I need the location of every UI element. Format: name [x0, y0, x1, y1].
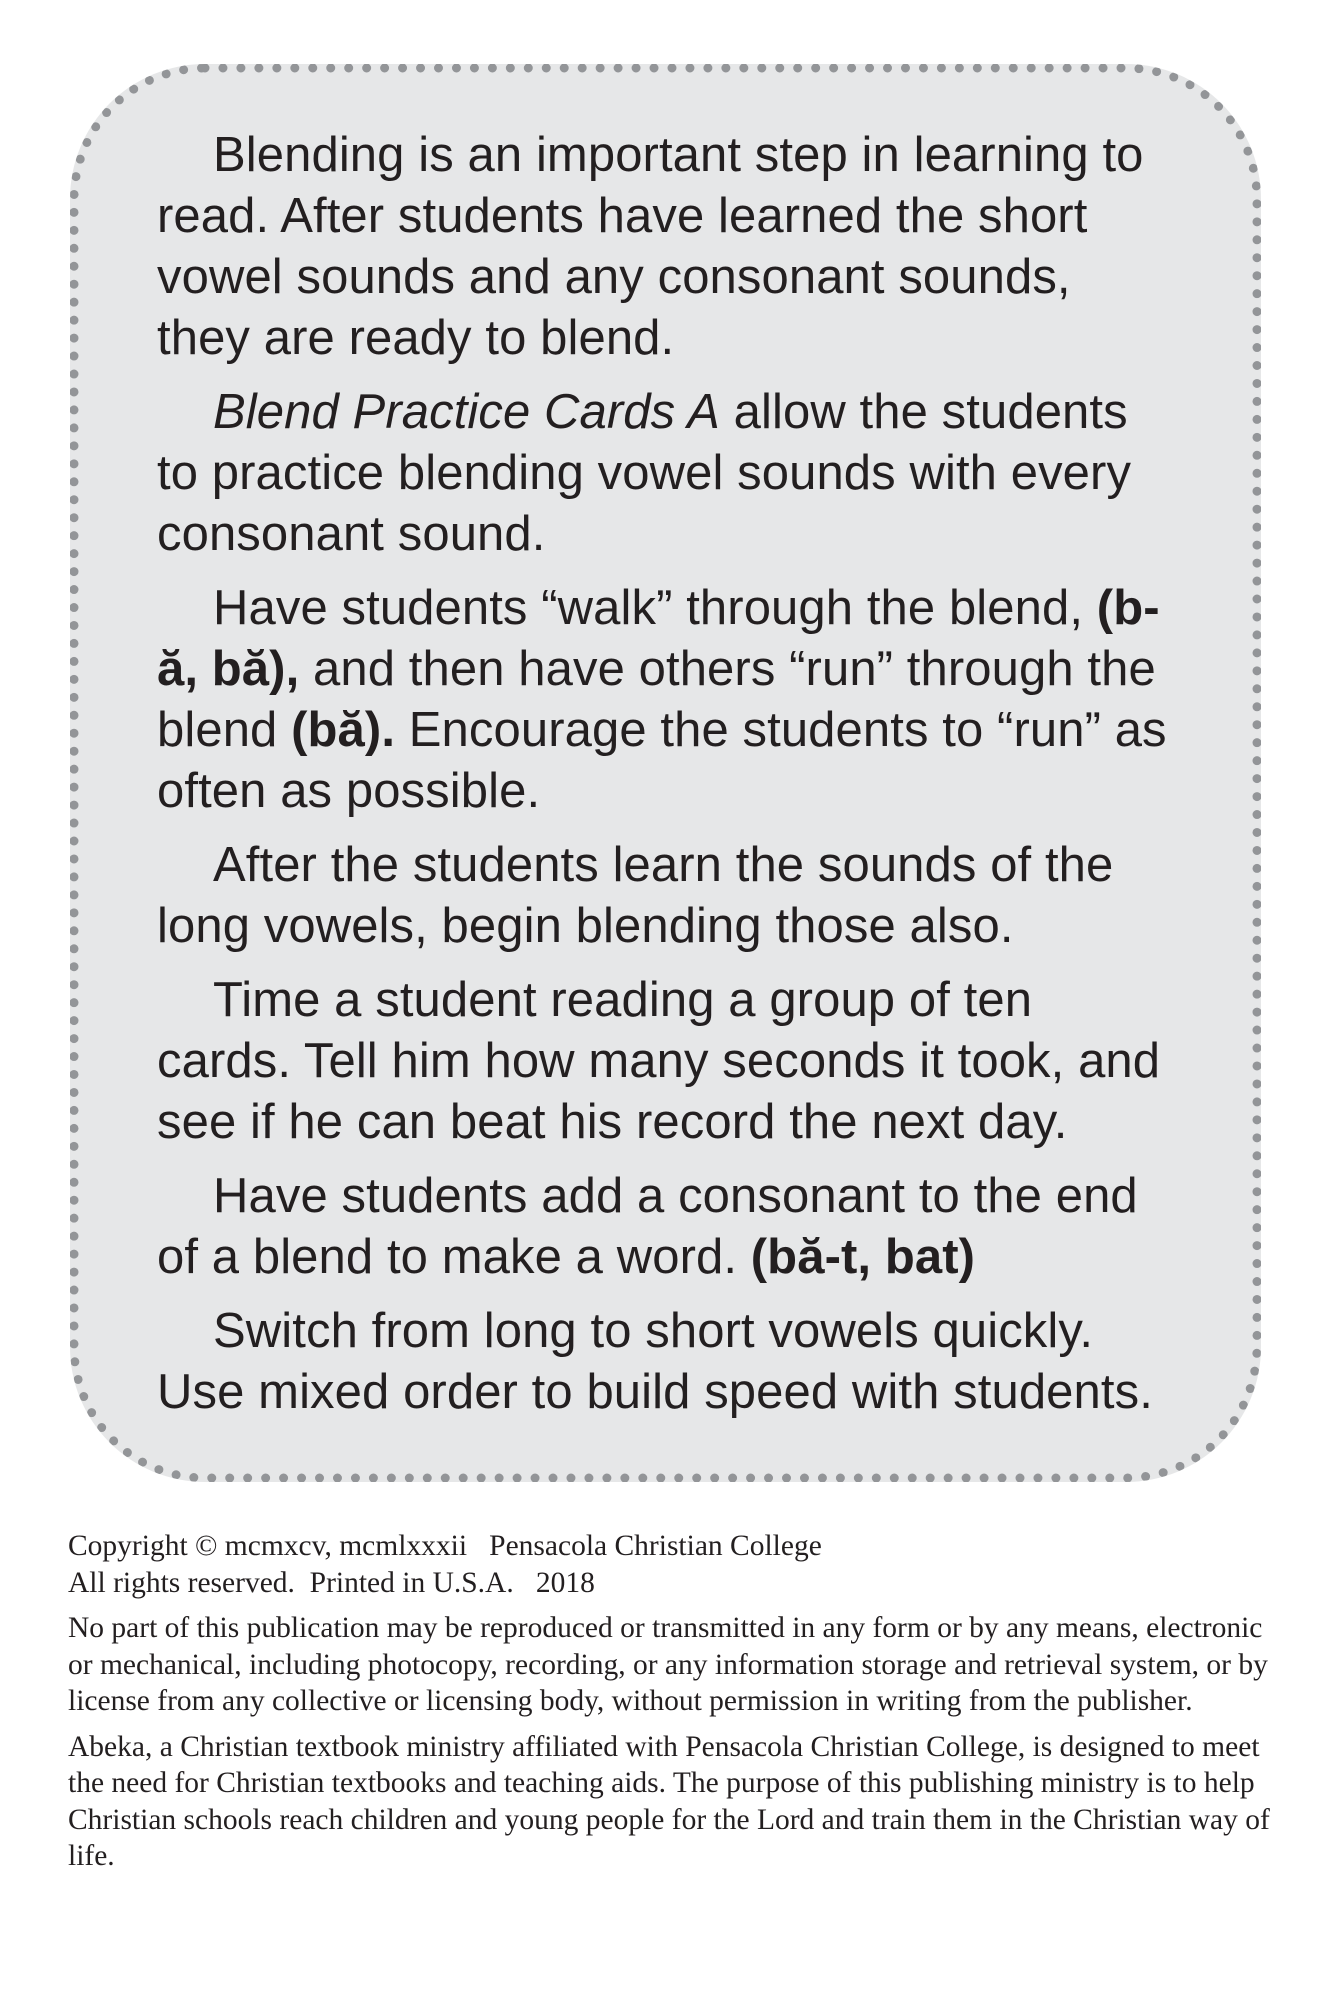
instruction-card: [70, 64, 1261, 1482]
paragraph-text: and then have others “run” through the blend: [157, 642, 1156, 757]
paragraph-add-consonant: [157, 1166, 1174, 1288]
card-set-title: Blend Practice Cards A: [213, 385, 720, 439]
paragraph-text: allow the students to practice blending vowel sounds with every consonant sound.: [157, 385, 1132, 561]
copyright-line: Copyright © mcmxcv, mcmlxxxii Pensacola Christian College: [68, 1530, 822, 1562]
rights-line: All rights reserved. Printed in U.S.A. 2018: [68, 1566, 595, 1599]
paragraph-switch-vowels: [157, 1301, 1174, 1423]
blend-example-run: (bă).: [291, 703, 396, 757]
word-example: (bă-t, bat): [750, 1230, 976, 1284]
publication-footer: [68, 1528, 1288, 1884]
paragraph-text: Encourage the students to “run” as often as possible.: [157, 703, 1167, 818]
blend-example-walk: (b-ă, bă),: [157, 581, 1160, 696]
paragraph-long-vowels: [157, 835, 1174, 957]
paragraph-walk-run: [157, 578, 1174, 822]
paragraph-text: After the students learn the sounds of the long vowels, begin blending those also.: [157, 838, 1114, 953]
paragraph-text: Have students add a consonant to the end of a blend to make a word.: [157, 1169, 1138, 1284]
copyright-block: [68, 1528, 1288, 1601]
paragraph-text: Blending is an important step in learning to read. After students have learned the short vowel sounds and any consonant sounds, they are ready to blend.: [157, 128, 1144, 365]
paragraph-text: Switch from long to short vowels quickly. Use mixed order to build speed with students.: [157, 1304, 1153, 1419]
paragraph-timing: [157, 970, 1174, 1153]
paragraph-blending-intro: [157, 125, 1174, 369]
paragraph-text: Have students “walk” through the blend,: [213, 581, 1097, 635]
reproduction-notice: No part of this publication may be reproduced or transmitted in any form or by any means, electronic or mechanical, including photocopy, recording, or any information storage and retrieval system, or by license from any collective or licensing body, without permission in writing from the publisher.: [68, 1612, 1268, 1717]
paragraph-text: Time a student reading a group of ten cards. Tell him how many seconds it took, and see if he can beat his record the next day.: [157, 973, 1161, 1149]
paragraph-practice-cards: [157, 382, 1174, 565]
ministry-statement: Abeka, a Christian textbook ministry affiliated with Pensacola Christian College, is designed to meet the need for Christian textbooks and teaching aids. The purpose of this publishing ministry is to help Christian schools reach children and young people for the Lord and train them in the Christian way of life.: [68, 1730, 1270, 1872]
